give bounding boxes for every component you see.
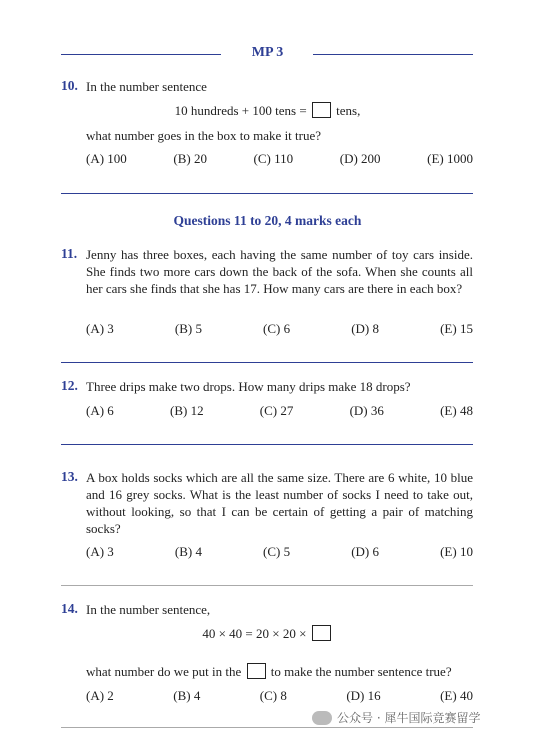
divider — [61, 727, 473, 728]
option-c: (C) 110 — [253, 151, 294, 166]
option-a: (A) 2 — [86, 688, 114, 703]
question-11-number: 11. — [61, 246, 78, 261]
option-e: (E) 48 — [440, 403, 473, 418]
question-13-options — [86, 544, 473, 560]
question-10-intro: In the number sentence — [86, 79, 207, 94]
option-d: (D) 16 — [346, 688, 381, 703]
section-heading: Questions 11 to 20, 4 marks each — [173, 213, 362, 228]
option-e: (E) 1000 — [427, 151, 473, 166]
watermark-text: 公众号 · 犀牛国际竞赛留学 — [337, 711, 481, 725]
question-10-equation — [0, 102, 535, 119]
divider — [61, 362, 473, 363]
question-14-equation-text: 40 × 40 = 20 × 20 × — [202, 626, 310, 641]
question-13-number: 13. — [61, 469, 78, 484]
option-b: (B) 20 — [173, 151, 207, 166]
question-14-number: 14. — [61, 601, 78, 616]
option-e: (E) 10 — [440, 544, 473, 559]
question-11-text: Jenny has three boxes, each having the same number of toy cars inside. She finds two more cars down the back of the sofa. When she counts all her cars she finds that she has 17. How many cars are there in each box? — [86, 247, 473, 296]
option-a: (A) 6 — [86, 403, 114, 418]
divider — [61, 193, 473, 194]
divider — [61, 444, 473, 445]
option-e: (E) 40 — [440, 688, 473, 703]
option-c: (C) 8 — [259, 688, 287, 703]
option-e: (E) 15 — [440, 321, 473, 336]
header-rule-right — [313, 54, 473, 55]
option-a: (A) 100 — [86, 151, 127, 166]
question-14-prompt-start: what number do we put in the — [86, 664, 245, 679]
question-14-options — [86, 688, 473, 704]
question-12-text: Three drips make two drops. How many drips make 18 drops? — [86, 379, 411, 394]
answer-box — [247, 663, 266, 679]
option-c: (C) 5 — [263, 544, 291, 559]
option-d: (D) 200 — [339, 151, 381, 166]
option-b: (B) 12 — [170, 403, 204, 418]
question-14-prompt — [86, 663, 452, 680]
question-13-text: A box holds socks which are all the same size. There are 6 white, 10 blue and 16 grey socks. What is the least number of socks I need to take out, without looking, so that I can be certain of getting a pair of matching socks? — [86, 470, 473, 536]
option-c: (C) 27 — [259, 403, 294, 418]
option-a: (A) 3 — [86, 544, 114, 559]
option-b: (B) 4 — [173, 688, 201, 703]
question-10-equation-right: tens, — [332, 103, 361, 118]
option-d: (D) 6 — [351, 544, 380, 559]
page-title: MP 3 — [251, 45, 284, 60]
question-10-number: 10. — [61, 78, 78, 93]
wechat-icon — [312, 711, 332, 725]
answer-box — [312, 102, 331, 118]
option-d: (D) 8 — [351, 321, 380, 336]
question-12-options — [86, 403, 473, 419]
question-12-number: 12. — [61, 378, 78, 393]
question-10-options — [86, 151, 473, 167]
option-b: (B) 5 — [174, 321, 202, 336]
answer-box — [312, 625, 331, 641]
question-10-equation-left: 10 hundreds + 100 tens = — [174, 103, 310, 118]
question-14-equation — [0, 625, 535, 642]
watermark — [312, 709, 480, 726]
question-11-options — [86, 321, 473, 337]
option-b: (B) 4 — [174, 544, 202, 559]
question-10-prompt: what number goes in the box to make it true? — [86, 128, 322, 143]
question-14-intro: In the number sentence, — [86, 602, 211, 617]
divider — [61, 585, 473, 586]
option-c: (C) 6 — [263, 321, 291, 336]
question-14-prompt-end: to make the number sentence true? — [267, 664, 452, 679]
option-a: (A) 3 — [86, 321, 114, 336]
option-d: (D) 36 — [349, 403, 384, 418]
